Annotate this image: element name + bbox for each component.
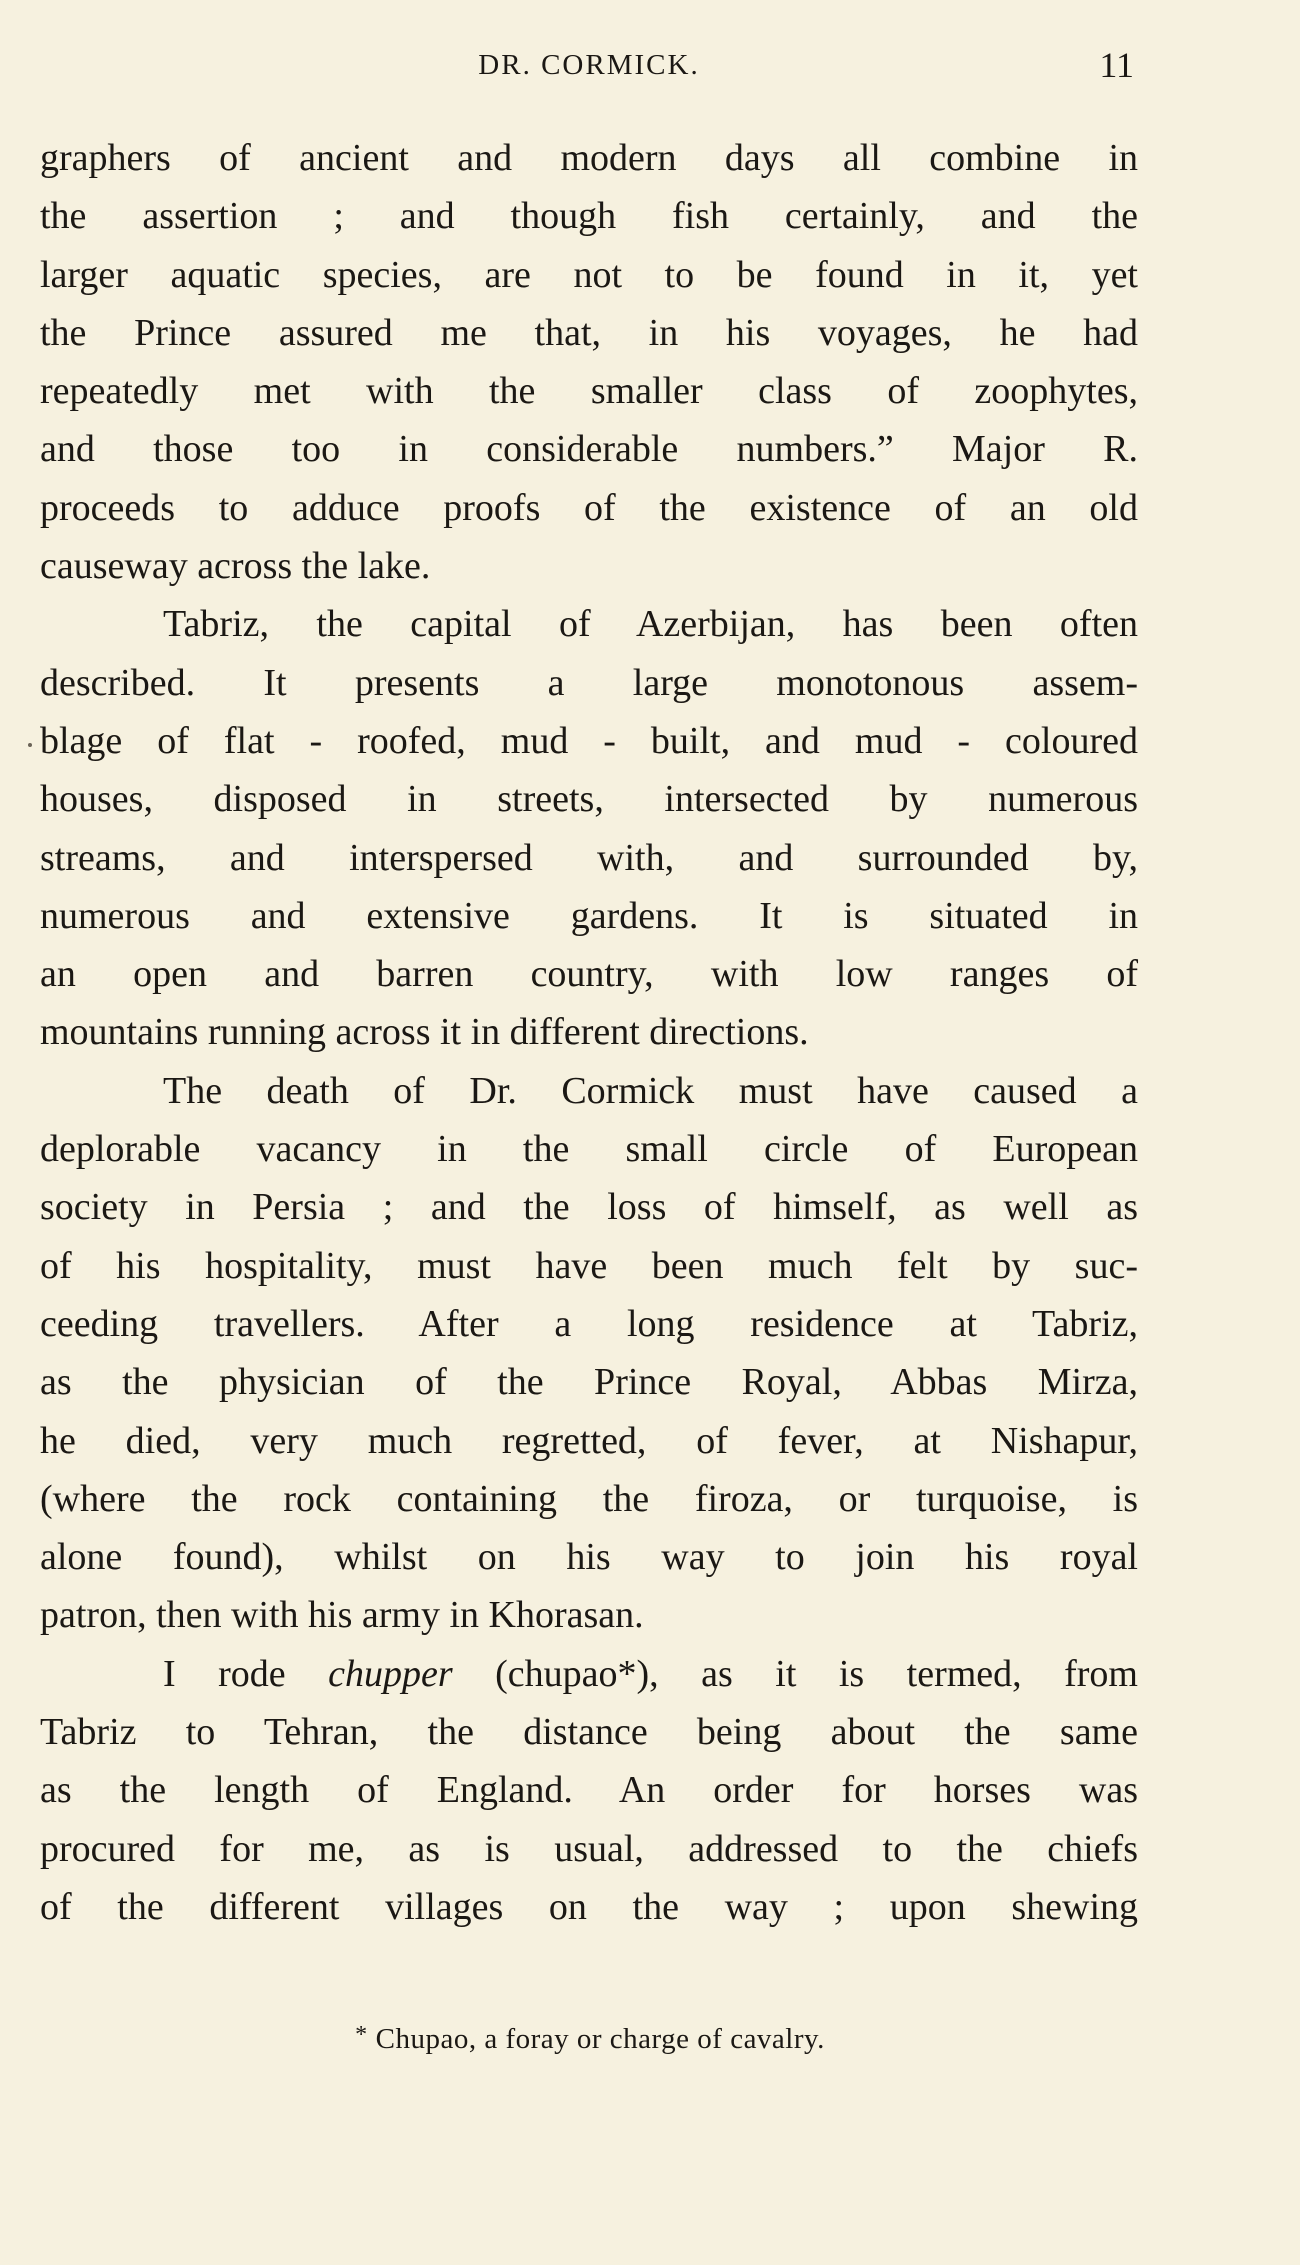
text-line: mountains running across it in different directions.: [40, 1011, 809, 1054]
text-line: numerous and extensive gardens. It is situated in: [40, 894, 1138, 937]
margin-speck: [28, 743, 32, 747]
paragraph-start: Tabriz, the capital of Azerbijan, has been often: [163, 603, 1138, 646]
running-title: DR. CORMICK.: [478, 49, 700, 81]
text-line: Tabriz to Tehran, the distance being about the same: [40, 1711, 1138, 1754]
text-fragment: (chupao*), as it is termed, from: [452, 1652, 1138, 1695]
running-head: [44, 40, 1134, 90]
text-fragment: I rode: [163, 1652, 329, 1695]
page-number: 11: [1099, 45, 1134, 85]
footnote-text: Chupao, a foray or charge of cavalry.: [375, 2023, 825, 2055]
italic-term: chupper: [328, 1652, 453, 1695]
text-line: houses, disposed in streets, intersected by numerous: [40, 778, 1138, 821]
paragraph-start: [40, 1645, 1138, 1703]
text-line: ceeding travellers. After a long residence at Tabriz,: [40, 1302, 1138, 1345]
text-line: and those too in considerable numbers.” Major R.: [40, 428, 1138, 471]
text-line: procured for me, as is usual, addressed to the chiefs: [40, 1827, 1138, 1870]
text-line: larger aquatic species, are not to be found in it, yet: [40, 253, 1138, 296]
text-line: as the physician of the Prince Royal, Abbas Mirza,: [40, 1361, 1138, 1404]
footnote: [0, 2015, 1180, 2059]
text-line: as the length of England. An order for horses was: [40, 1769, 1138, 1812]
text-line: repeatedly met with the smaller class of zoophytes,: [40, 370, 1138, 413]
footnote-mark: *: [355, 2022, 368, 2048]
text-line: the assertion ; and though fish certainly, and the: [40, 195, 1138, 238]
text-line: proceeds to adduce proofs of the existence of an old: [40, 486, 1138, 529]
text-line: of his hospitality, must have been much felt by suc-: [40, 1244, 1138, 1287]
text-line: of the different villages on the way ; upon shewing: [40, 1885, 1138, 1928]
text-line: an open and barren country, with low ranges of: [40, 953, 1138, 996]
text-line: alone found), whilst on his way to join his royal: [40, 1536, 1138, 1579]
text-line: causeway across the lake.: [40, 545, 431, 588]
paragraph-start: The death of Dr. Cormick must have caused a: [163, 1069, 1138, 1112]
text-line: the Prince assured me that, in his voyages, he had: [40, 311, 1138, 354]
text-line: graphers of ancient and modern days all combine in: [40, 137, 1138, 179]
text-line: he died, very much regretted, of fever, at Nishapur,: [40, 1419, 1138, 1462]
body-text: [40, 129, 1138, 1936]
text-line: described. It presents a large monotonous assem-: [40, 661, 1138, 704]
text-line: society in Persia ; and the loss of himself, as well as: [40, 1186, 1138, 1229]
text-line: deplorable vacancy in the small circle of European: [40, 1128, 1138, 1171]
text-line: streams, and interspersed with, and surrounded by,: [40, 836, 1138, 879]
text-line: blage of flat - roofed, mud - built, and mud - coloured: [40, 719, 1138, 762]
text-line: (where the rock containing the firoza, or turquoise, is: [40, 1477, 1138, 1520]
text-line: patron, then with his army in Khorasan.: [40, 1594, 644, 1637]
